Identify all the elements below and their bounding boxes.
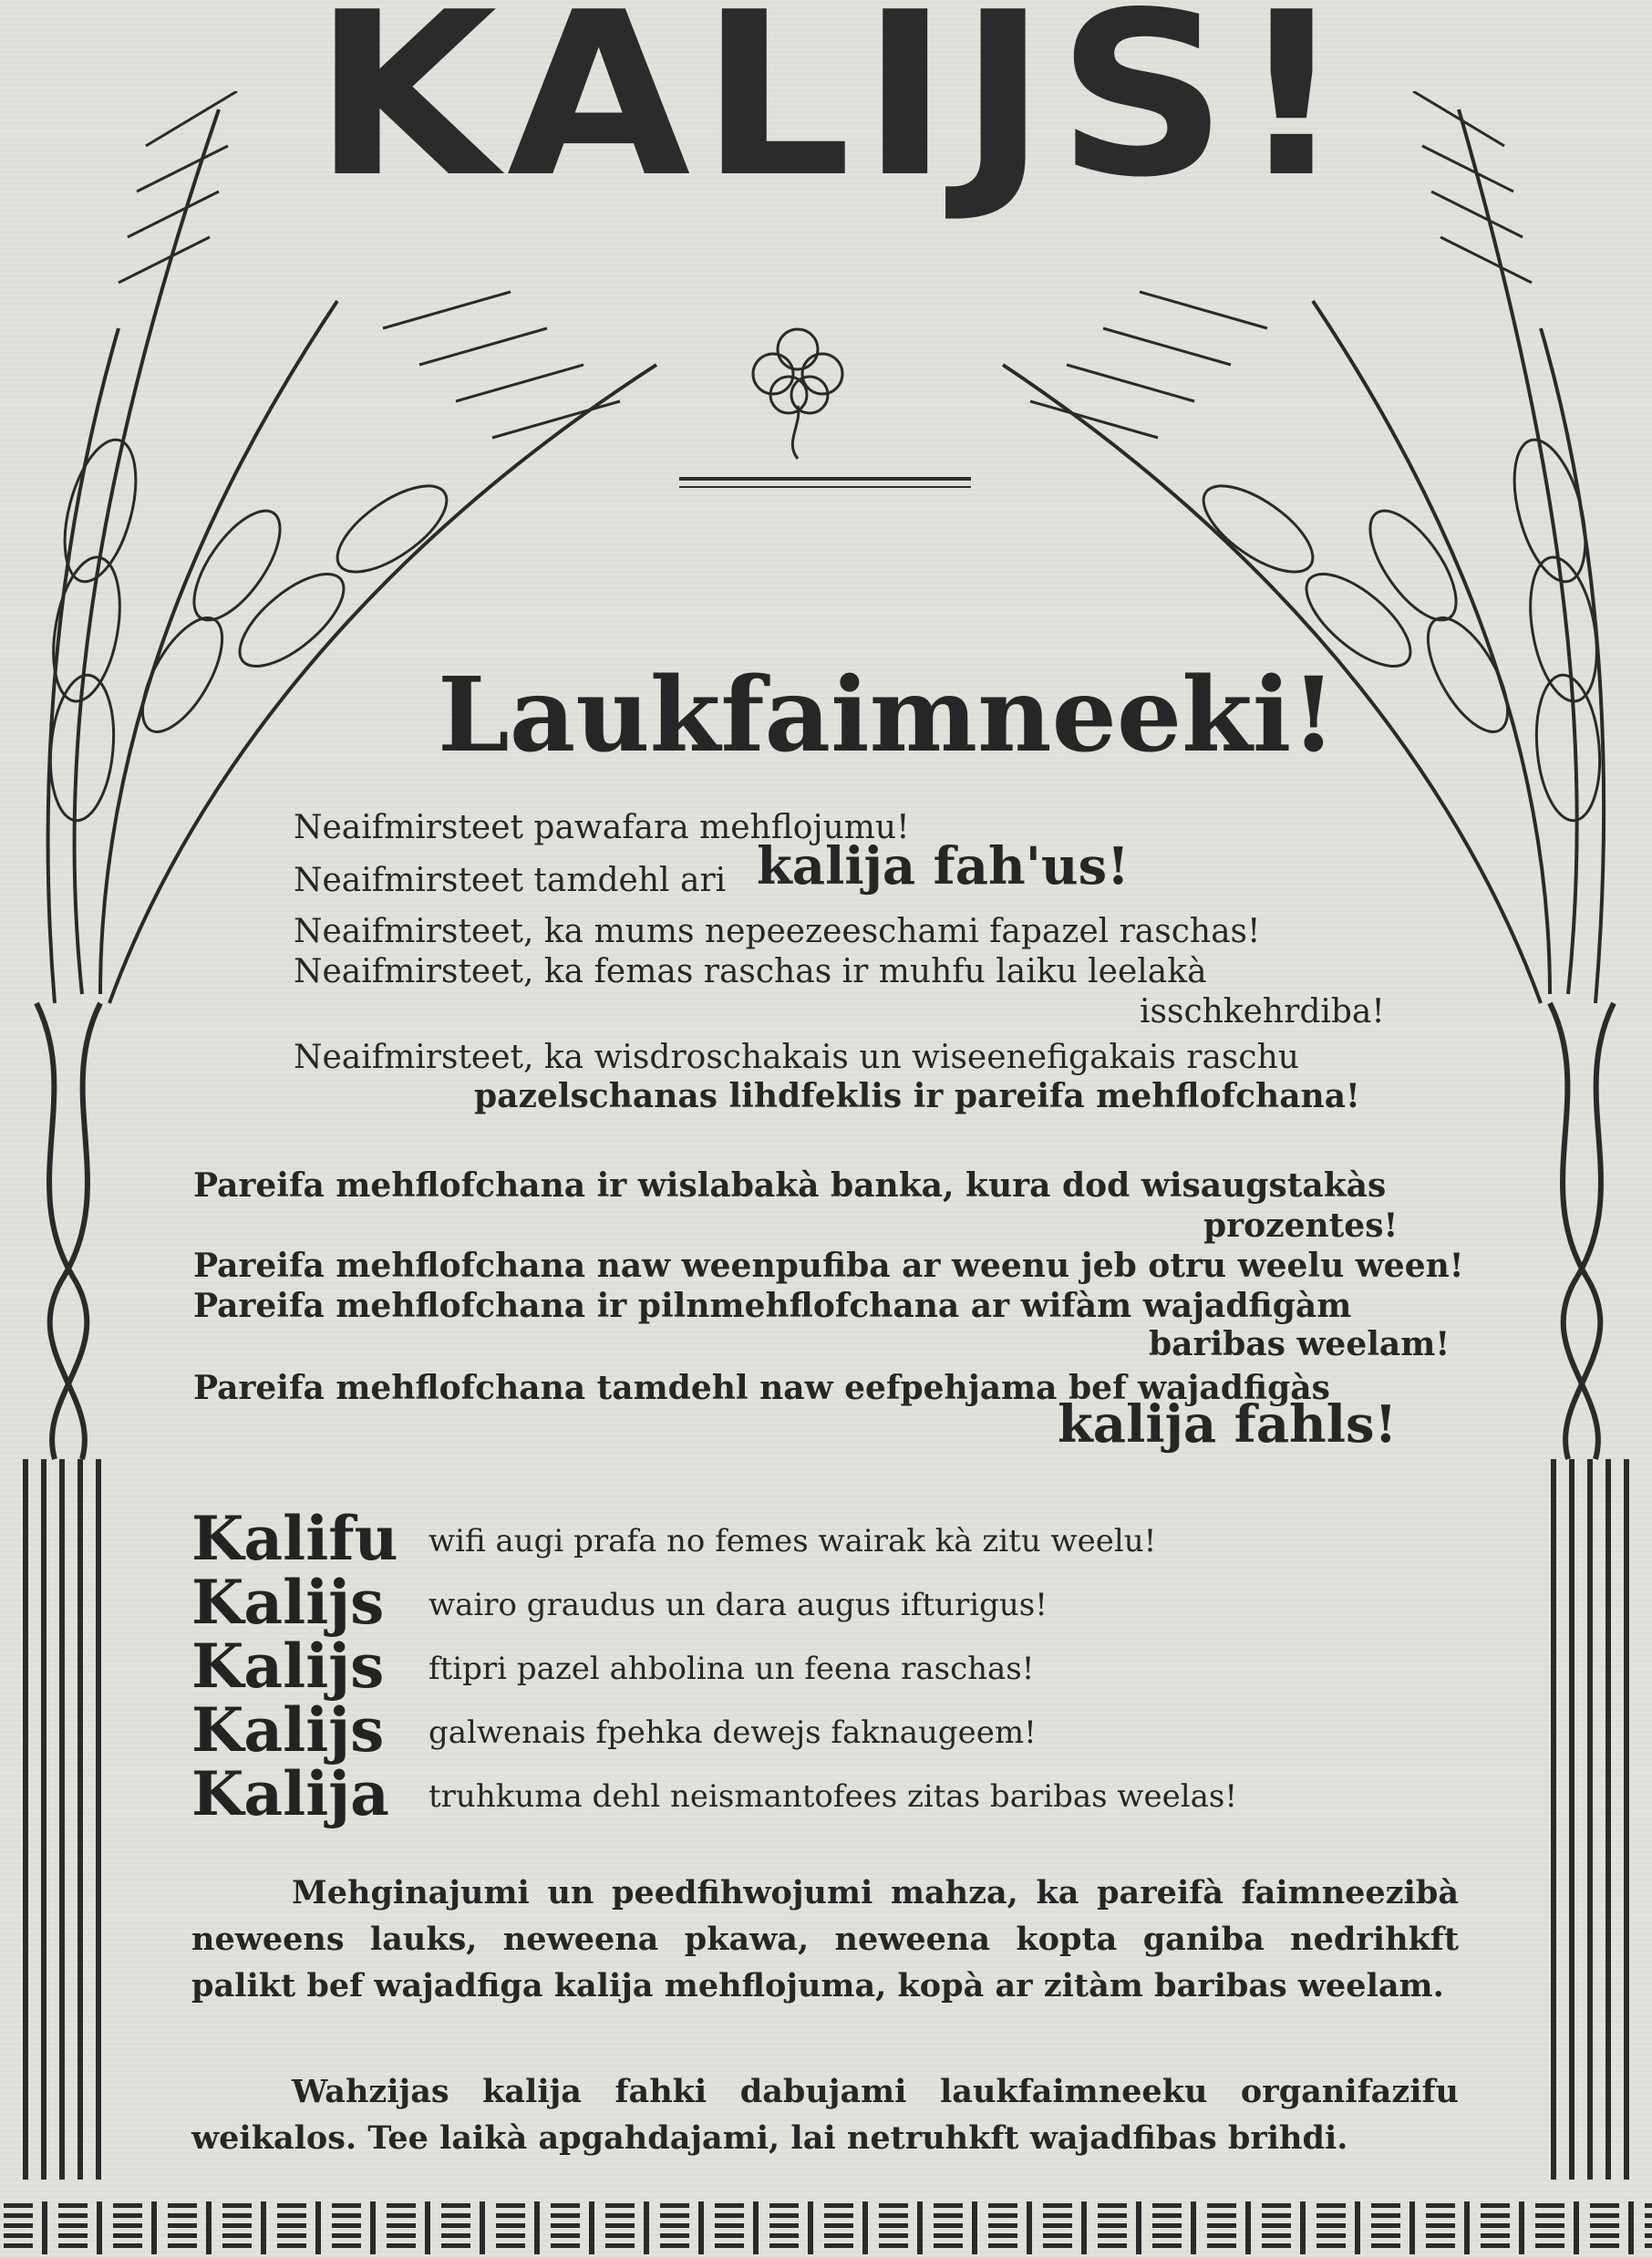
reminder-line: Neaifmirsteet pawafara mehflojumu! [294, 809, 910, 846]
kalijs-word: Kalijs [191, 1631, 385, 1702]
statement-line: Pareifa mehflofchana ir pilnmehflofchana ar wifàm wajadfigàm [193, 1287, 1352, 1325]
clover-icon [748, 324, 848, 461]
kalijs-text: galwenais fpehka dewejs faknaugeem! [428, 1714, 1037, 1751]
ornament-rule [679, 477, 971, 481]
paragraph-availability: Wahzijas kalija fahki dabujami laukfaimneeku organifazifu weikalos. Tee laikà apgahdajami, lai netruhkft wajadfibas brihdi. [191, 2073, 1459, 2157]
ornament-rule-thin [679, 486, 971, 488]
paragraph-experience: Mehginajumi un peedfihwojumi mahza, ka pareifà faimneezibà neweens lauks, neweena pkawa, neweena kopta ganiba nedrihkft palikt bef wajadfiga kalija mehflojuma, kopà ar zitàm baribas weelam. [191, 1874, 1459, 2004]
reminder-line: Neaifmirsteet, ka femas raschas ir muhfu laiku leelakà [294, 953, 1207, 990]
kalijs-text: wifi augi prafa no femes wairak kà zitu weelu! [428, 1523, 1157, 1559]
kalijs-word: Kalifu [191, 1503, 398, 1574]
kalijs-word: Kalija [191, 1758, 389, 1829]
reminder-line: Neaifmirsteet tamdehl ari [294, 862, 727, 899]
kalijs-word: Kalijs [191, 1567, 385, 1638]
reminder-line: Neaifmirsteet, ka mums nepeezeeschami fapazel raschas! [294, 913, 1261, 950]
ornamental-border [0, 2196, 1652, 2258]
statement-line: Pareifa mehflofchana naw weenpufiba ar weenu jeb otru weelu ween! [193, 1247, 1464, 1285]
reminder-emphasis: kalija fah'us! [757, 836, 1130, 896]
kalijs-text: ftipri pazel ahbolina un feena raschas! [428, 1651, 1035, 1687]
page-title: Laukfaimneeki! [438, 656, 1337, 775]
statement-line: baribas weelam! [1149, 1325, 1451, 1363]
reminder-line: isschkehrdiba! [1140, 993, 1385, 1031]
kalijs-text: wairo graudus un dara augus ifturigus! [428, 1587, 1048, 1623]
reminder-line: Neaifmirsteet, ka wisdroschakais un wiseenefigakais raschu [294, 1039, 1299, 1076]
kalijs-word: Kalijs [191, 1694, 385, 1766]
kalijs-text: truhkuma dehl neismantofees zitas baribas weelas! [428, 1778, 1237, 1815]
statement-emphasis: kalija fahls! [1058, 1394, 1398, 1455]
headline: KALIJS! [313, 0, 1356, 227]
statement-line: Pareifa mehflofchana tamdehl naw eefpehjama bef wajadfigàs [193, 1369, 1330, 1407]
reminder-line: pazelschanas lihdfeklis ir pareifa mehflofchana! [474, 1077, 1360, 1115]
statement-line: prozentes! [1203, 1207, 1399, 1245]
statement-line: Pareifa mehflofchana ir wislabakà banka, kura dod wisaugstakàs [193, 1166, 1387, 1205]
